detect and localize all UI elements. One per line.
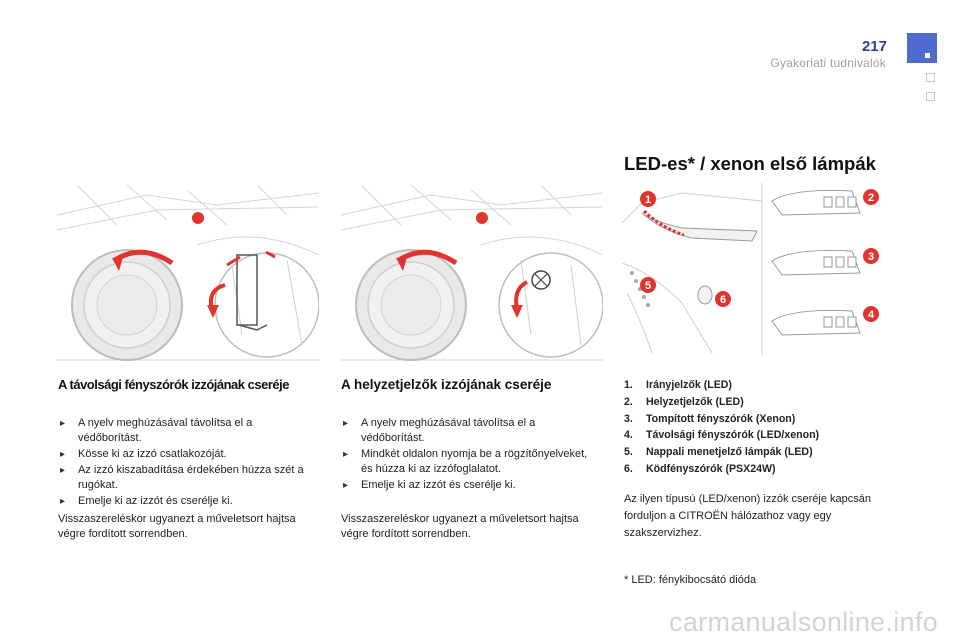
chapter-tab-active[interactable] bbox=[907, 33, 937, 63]
led-front-lamps-illustration bbox=[622, 183, 884, 355]
svg-text:1: 1 bbox=[644, 194, 652, 206]
chapter-tab[interactable] bbox=[926, 92, 935, 101]
position-lamp-illustration bbox=[341, 185, 603, 363]
list-item: 3. Tompított fényszórók (Xenon) bbox=[624, 412, 796, 425]
position-lamp-title: A helyzetjelzők izzójának cseréje bbox=[341, 377, 552, 392]
page-number: 217 bbox=[861, 38, 887, 55]
led-section-title: LED-es* / xenon első lámpák bbox=[624, 153, 876, 174]
list-item: ▸ A nyelv meghúzásával távolítsa el a védőborítást. bbox=[341, 416, 601, 446]
list-item: 1. Irányjelzők (LED) bbox=[624, 379, 732, 391]
position-lamp-steps bbox=[341, 416, 601, 494]
list-item: ▸ A nyelv meghúzásával távolítsa el a védőborítást. bbox=[58, 416, 313, 446]
list-item: ▸ Az izzó kiszabadítása érdekében húzza szét a rugókat. bbox=[58, 463, 313, 493]
list-item: ▸ Kösse ki az izzó csatlakozóját. bbox=[58, 447, 313, 462]
position-lamp-note: Visszaszereléskor ugyanezt a műveletsort hajtsa végre fordított sorrendben. bbox=[341, 513, 579, 540]
list-item: 2. Helyzetjelzők (LED) bbox=[624, 395, 744, 408]
callout-6 bbox=[715, 291, 731, 307]
list-item: 4. Távolsági fényszórók (LED/xenon) bbox=[624, 429, 820, 442]
high-beam-title: A távolsági fényszórók izzójának cseréje bbox=[58, 377, 289, 392]
callout-3 bbox=[863, 248, 879, 264]
list-item: ▸ Emelje ki az izzót és cserélje ki. bbox=[341, 478, 601, 493]
led-service-note: Az ilyen típusú (LED/xenon) izzók cseréje kapcsán forduljon a CITROËN hálózathoz vagy egy szakszervizhez. bbox=[624, 493, 872, 539]
high-beam-illustration bbox=[57, 185, 319, 363]
svg-text:3: 3 bbox=[867, 251, 875, 263]
section-title: Gyakorlati tudnivalók bbox=[770, 56, 886, 70]
list-item: 6. Ködfényszórók (PSX24W) bbox=[624, 462, 776, 475]
list-item: ▸ Mindkét oldalon nyomja be a rögzítőnyelveket, és húzza ki az izzófoglalatot. bbox=[341, 447, 601, 477]
high-beam-note: Visszaszereléskor ugyanezt a műveletsort hajtsa végre fordított sorrendben. bbox=[58, 513, 296, 540]
callout-2 bbox=[863, 189, 879, 205]
chapter-tab[interactable] bbox=[926, 73, 935, 82]
high-beam-steps bbox=[58, 416, 313, 510]
callout-5 bbox=[640, 277, 656, 293]
svg-text:6: 6 bbox=[719, 294, 727, 306]
watermark: carmanualsonline.info bbox=[669, 607, 938, 637]
led-lamp-list bbox=[624, 377, 819, 478]
list-item: 5. Nappali menetjelző lámpák (LED) bbox=[624, 446, 813, 459]
svg-text:2: 2 bbox=[867, 192, 875, 204]
svg-text:5: 5 bbox=[644, 280, 652, 292]
svg-text:4: 4 bbox=[867, 309, 875, 321]
callout-4 bbox=[863, 306, 879, 322]
list-item: ▸ Emelje ki az izzót és cserélje ki. bbox=[58, 494, 313, 509]
led-footnote: * LED: fénykibocsátó dióda bbox=[624, 574, 757, 586]
callout-1 bbox=[640, 191, 656, 207]
